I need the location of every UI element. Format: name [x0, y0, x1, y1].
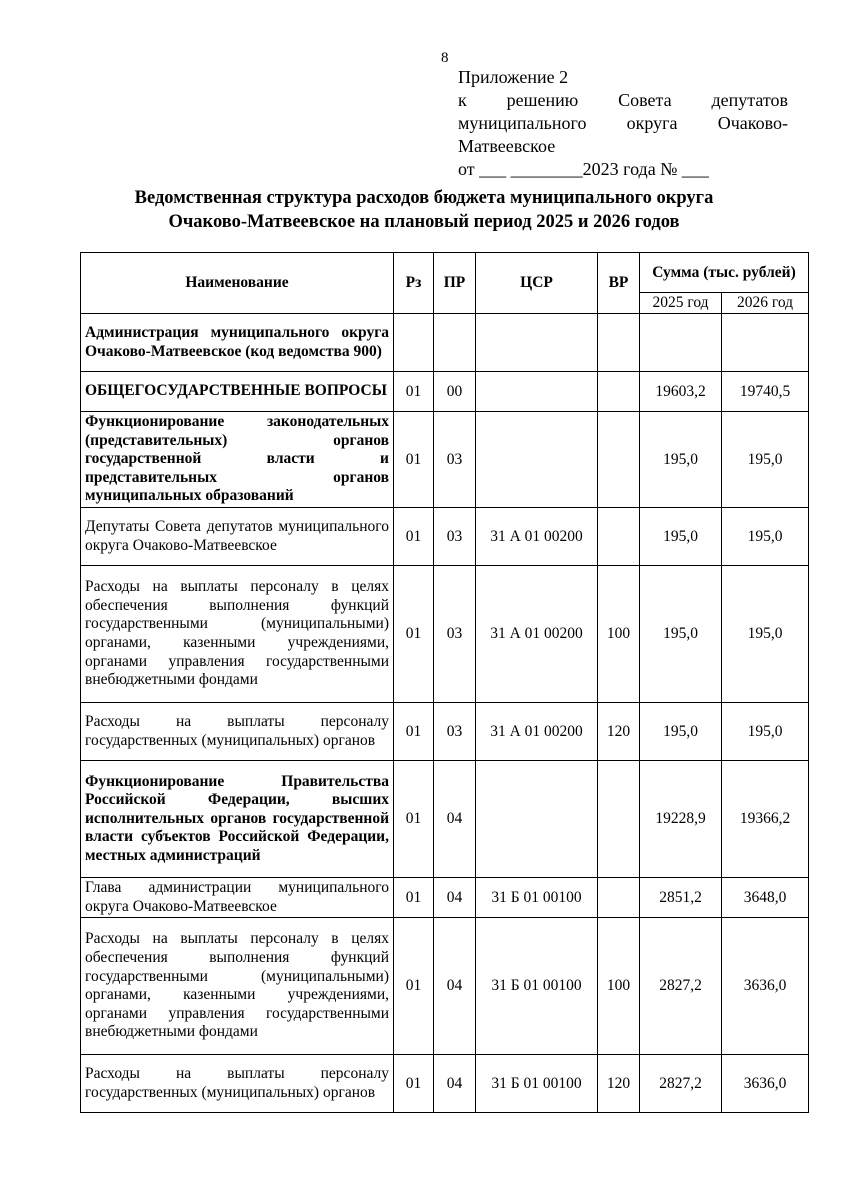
budget-table-body — [81, 314, 809, 1113]
row-pr: 04 — [434, 878, 476, 918]
row-sum-2026 — [722, 314, 809, 372]
row-sum-2026: 19366,2 — [722, 761, 809, 878]
table-row — [81, 918, 809, 1055]
row-rz: 01 — [394, 703, 434, 761]
row-rz: 01 — [394, 566, 434, 703]
document-title-line1: Ведомственная структура расходов бюджета муниципального округа — [134, 188, 714, 208]
row-sum-2026: 3636,0 — [722, 1055, 809, 1113]
header-year-2025: 2025 год — [640, 293, 722, 314]
row-csr — [476, 314, 598, 372]
row-sum-2026: 195,0 — [722, 703, 809, 761]
appendix-district-line-cont: Матвеевское — [458, 136, 556, 156]
row-name: Расходы на выплаты персоналу в целях обеспечения выполнения функций государственными (муниципальными) органами, казенными учреждениями, органами управления государственными внебюджетными фондами — [81, 566, 394, 703]
table-row — [81, 412, 809, 508]
row-sum-2025: 195,0 — [640, 508, 722, 566]
row-name: Депутаты Совета депутатов муниципального округа Очаково-Матвеевское — [81, 508, 394, 566]
row-pr — [434, 314, 476, 372]
table-row — [81, 508, 809, 566]
row-rz — [394, 314, 434, 372]
row-sum-2026: 195,0 — [722, 412, 809, 508]
row-sum-2025: 2827,2 — [640, 918, 722, 1055]
header-pr: ПР — [434, 253, 476, 314]
row-csr — [476, 372, 598, 412]
table-row — [81, 761, 809, 878]
row-rz: 01 — [394, 761, 434, 878]
row-sum-2026: 195,0 — [722, 508, 809, 566]
row-name: Функционирование законодательных (представительных) органов государственной власти и представительных органов муниципальных образований — [81, 412, 394, 508]
row-name: Администрация муниципального округа Очаково-Матвеевское (код ведомства 900) — [81, 314, 394, 372]
appendix-district-line: муниципального округа Очаково- — [458, 113, 788, 133]
row-name: ОБЩЕГОСУДАРСТВЕННЫЕ ВОПРОСЫ — [81, 372, 394, 412]
appendix-title: Приложение 2 — [458, 67, 569, 87]
row-vr — [598, 508, 640, 566]
row-sum-2026: 3636,0 — [722, 918, 809, 1055]
row-vr: 120 — [598, 1055, 640, 1113]
row-pr: 03 — [434, 703, 476, 761]
row-name: Расходы на выплаты персоналу в целях обеспечения выполнения функций государственными (муниципальными) органами, казенными учреждениями, органами управления государственными внебюджетными фондами — [81, 918, 394, 1055]
row-pr: 04 — [434, 761, 476, 878]
header-name: Наименование — [81, 253, 394, 314]
row-csr: 31 А 01 00200 — [476, 566, 598, 703]
row-sum-2025: 2827,2 — [640, 1055, 722, 1113]
row-name: Функционирование Правительства Российской Федерации, высших исполнительных органов государственной власти субъектов Российской Федерации, местных администраций — [81, 761, 394, 878]
row-rz: 01 — [394, 878, 434, 918]
row-csr: 31 Б 01 00100 — [476, 878, 598, 918]
row-sum-2026: 195,0 — [722, 566, 809, 703]
table-row — [81, 703, 809, 761]
row-rz: 01 — [394, 372, 434, 412]
row-csr: 31 А 01 00200 — [476, 703, 598, 761]
row-vr — [598, 314, 640, 372]
table-row — [81, 878, 809, 918]
row-sum-2025: 195,0 — [640, 566, 722, 703]
row-sum-2026: 19740,5 — [722, 372, 809, 412]
budget-table — [80, 252, 809, 1113]
row-pr: 03 — [434, 508, 476, 566]
row-rz: 01 — [394, 412, 434, 508]
header-sum: Сумма (тыс. рублей) — [640, 253, 809, 293]
row-csr: 31 Б 01 00100 — [476, 918, 598, 1055]
header-vr: ВР — [598, 253, 640, 314]
row-sum-2025: 195,0 — [640, 703, 722, 761]
row-vr — [598, 372, 640, 412]
row-sum-2025: 2851,2 — [640, 878, 722, 918]
row-vr: 100 — [598, 918, 640, 1055]
row-sum-2025 — [640, 314, 722, 372]
header-rz: Рз — [394, 253, 434, 314]
table-row — [81, 314, 809, 372]
row-pr: 04 — [434, 918, 476, 1055]
table-row — [81, 566, 809, 703]
row-sum-2025: 19228,9 — [640, 761, 722, 878]
row-csr — [476, 761, 598, 878]
row-rz: 01 — [394, 1055, 434, 1113]
row-vr: 100 — [598, 566, 640, 703]
appendix-date-line: от ___ ________2023 года № ___ — [458, 159, 709, 179]
row-sum-2025: 195,0 — [640, 412, 722, 508]
header-csr: ЦСР — [476, 253, 598, 314]
row-pr: 00 — [434, 372, 476, 412]
appendix-block — [458, 66, 788, 181]
row-rz: 01 — [394, 508, 434, 566]
row-pr: 03 — [434, 566, 476, 703]
row-vr: 120 — [598, 703, 640, 761]
row-name: Расходы на выплаты персоналу государственных (муниципальных) органов — [81, 1055, 394, 1113]
page-number: 8 — [441, 50, 449, 66]
row-name: Расходы на выплаты персоналу государственных (муниципальных) органов — [81, 703, 394, 761]
document-title — [60, 186, 788, 234]
row-csr: 31 А 01 00200 — [476, 508, 598, 566]
table-row — [81, 372, 809, 412]
row-rz: 01 — [394, 918, 434, 1055]
row-sum-2026: 3648,0 — [722, 878, 809, 918]
header-year-2026: 2026 год — [722, 293, 809, 314]
row-vr — [598, 878, 640, 918]
row-name: Глава администрации муниципального округа Очаково-Матвеевское — [81, 878, 394, 918]
row-csr — [476, 412, 598, 508]
table-row — [81, 1055, 809, 1113]
row-csr: 31 Б 01 00100 — [476, 1055, 598, 1113]
document-title-line2: Очаково-Матвеевское на плановый период 2025 и 2026 годов — [168, 212, 680, 232]
row-vr — [598, 412, 640, 508]
row-sum-2025: 19603,2 — [640, 372, 722, 412]
appendix-decision-line: к решению Совета депутатов — [458, 90, 788, 110]
row-vr — [598, 761, 640, 878]
row-pr: 04 — [434, 1055, 476, 1113]
row-pr: 03 — [434, 412, 476, 508]
